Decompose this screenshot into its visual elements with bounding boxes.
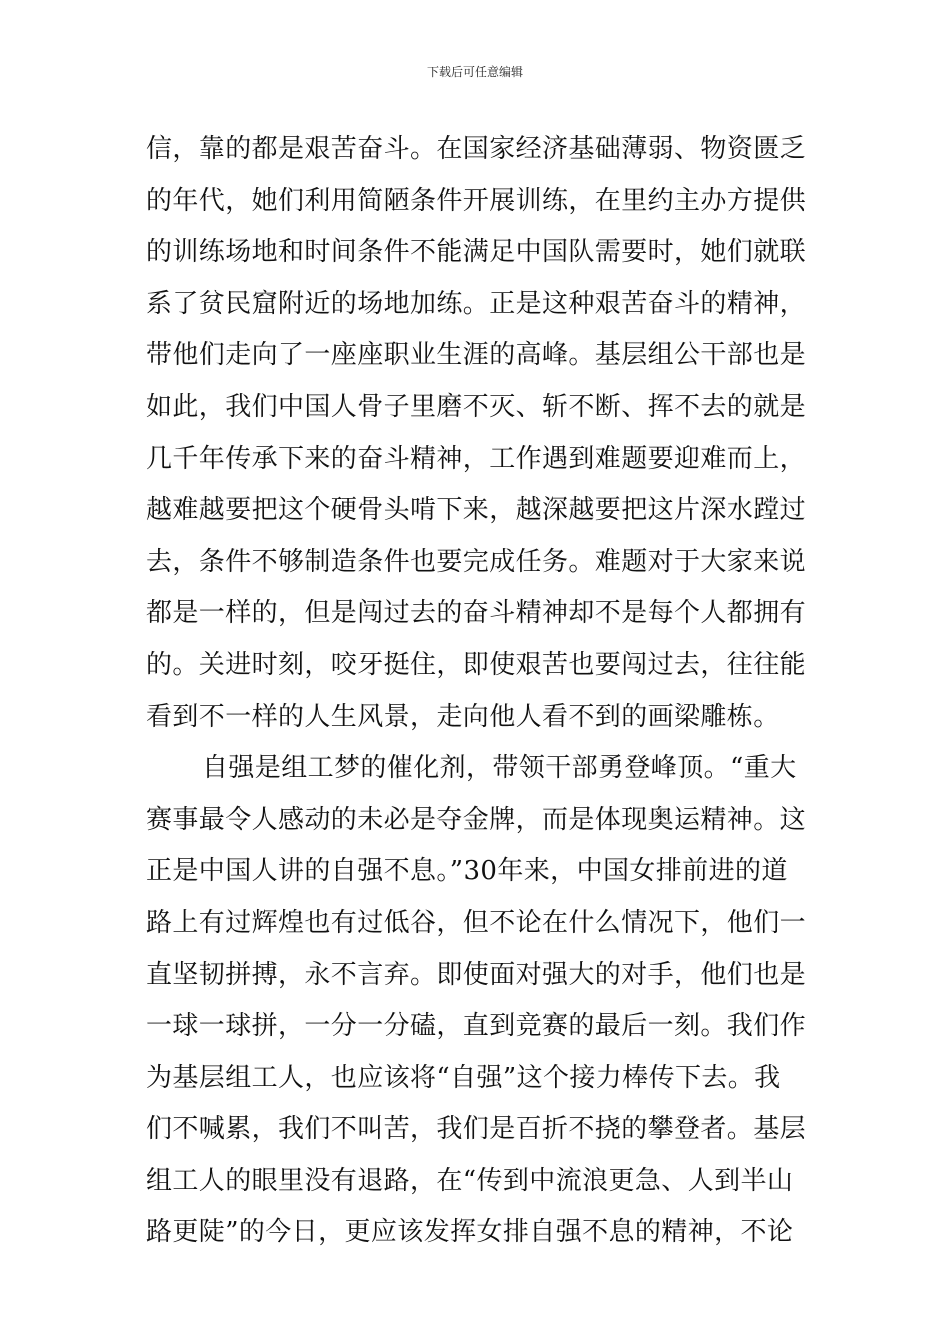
text-line: 系了贫民窟附近的场地加练。正是这种艰苦奋斗的精神， (146, 288, 807, 319)
text-line: 为基层组工人，也应该将“自强”这个接力棒传下去。我 (146, 1062, 781, 1093)
text-line: 的训练场地和时间条件不能满足中国队需要时，她们就联 (146, 237, 807, 268)
text-line: 越难越要把这个硬骨头啃下来，越深越要把这片深水蹚过 (146, 495, 807, 526)
text-line: 如此，我们中国人骨子里磨不灭、斩不断、挥不去的就是 (146, 391, 807, 422)
text-line: 直坚韧拼搏，永不言弃。即使面对强大的对手，他们也是 (146, 959, 807, 990)
text-line: 去，条件不够制造条件也要完成任务。难题对于大家来说 (146, 546, 807, 577)
text-line: 的。关进时刻，咬牙挺住，即使艰苦也要闯过去，往往能 (146, 649, 807, 680)
text-line: 看到不一样的人生风景，走向他人看不到的画梁雕栋。 (146, 701, 780, 732)
text-line: 赛事最令人感动的未必是夺金牌，而是体现奥运精神。这 (146, 804, 807, 835)
text-line: 路上有过辉煌也有过低谷，但不论在什么情况下，他们一 (146, 907, 807, 938)
text-line: 组工人的眼里没有退路，在“传到中流浪更急、人到半山 (146, 1165, 794, 1196)
text-line: 信，靠的都是艰苦奋斗。在国家经济基础薄弱、物资匮乏 (146, 134, 807, 164)
paragraph-start-line: 自强是组工梦的催化剂，带领干部勇登峰顶。“重大 (202, 753, 797, 784)
text-line: 们不喊累，我们不叫苦，我们是百折不挠的攀登者。基层 (146, 1114, 807, 1145)
text-line: 的年代，她们利用简陋条件开展训练，在里约主办方提供 (146, 185, 807, 216)
text-line: 一球一球拼，一分一分磕，直到竞赛的最后一刻。我们作 (146, 1011, 807, 1042)
text-line: 路更陡”的今日，更应该发挥女排自强不息的精神，不论 (146, 1217, 794, 1248)
text-line: 几千年传承下来的奋斗精神，工作遇到难题要迎难而上， (146, 443, 807, 474)
text-line: 都是一样的，但是闯过去的奋斗精神却不是每个人都拥有 (146, 598, 807, 629)
text-line: 带他们走向了一座座职业生涯的高峰。基层组公干部也是 (146, 340, 807, 371)
document-body (146, 124, 810, 1259)
page-header: 下载后可任意编辑 (426, 65, 523, 79)
text-line: 正是中国人讲的自强不息。”30年来，中国女排前进的道 (146, 856, 788, 887)
